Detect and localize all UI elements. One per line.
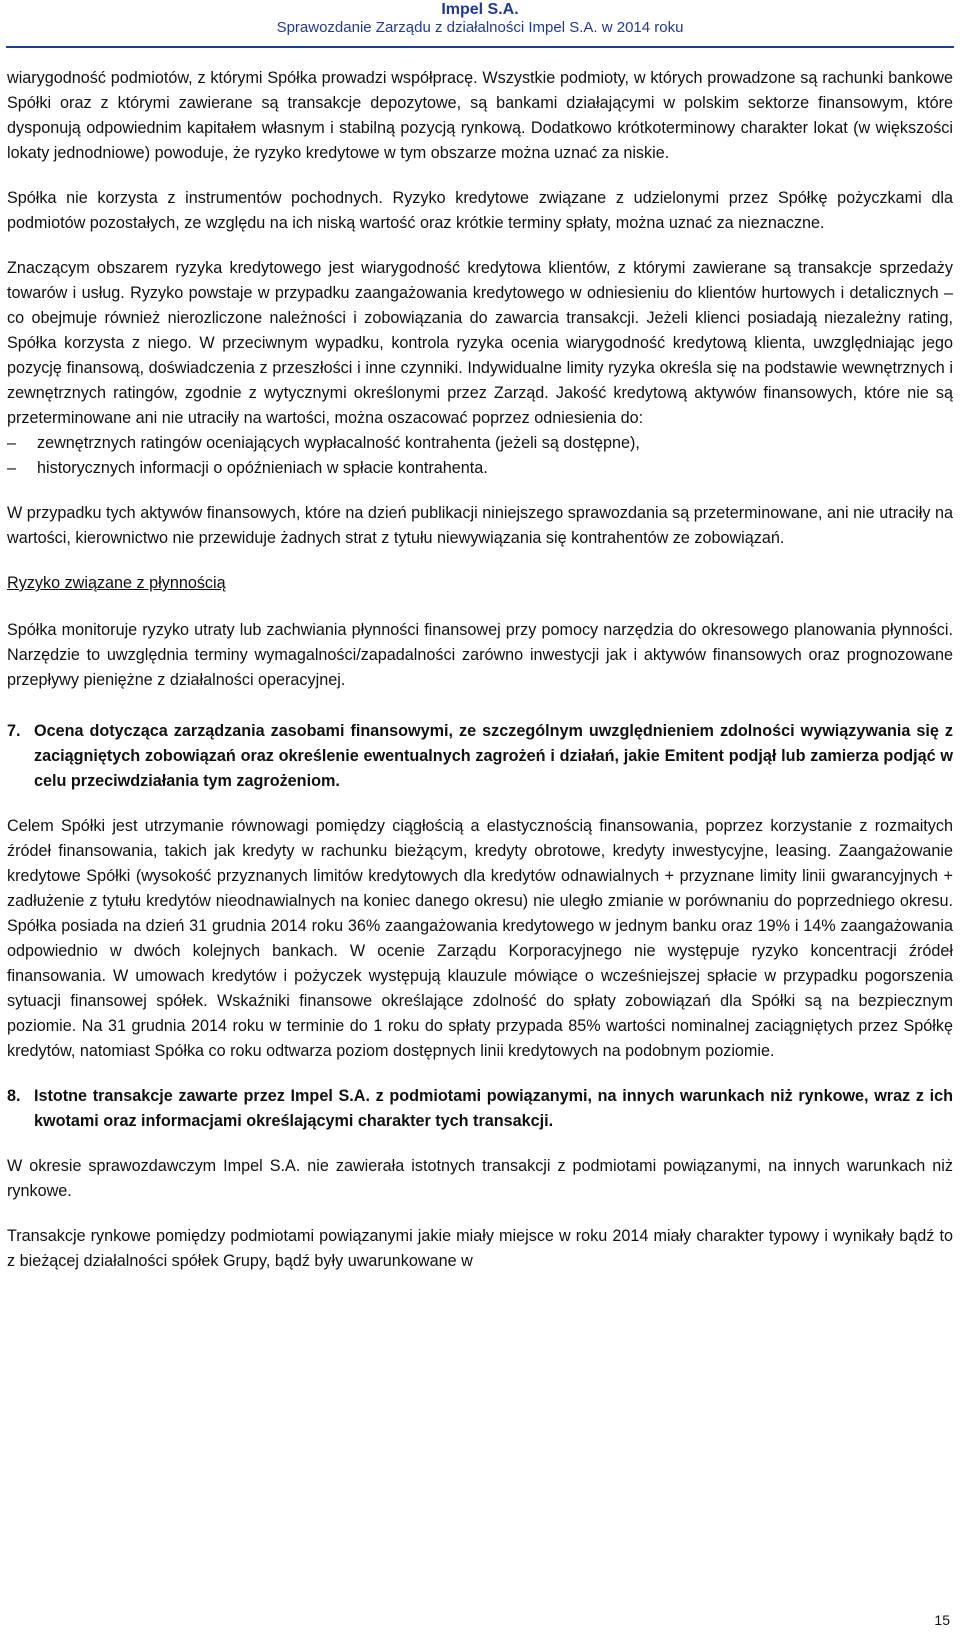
- section-7-heading: [7, 719, 953, 794]
- paragraph-customer-credit-risk: Znaczącym obszarem ryzyka kredytowego jest wiarygodność kredytowa klientów, z którymi zawierane są transakcje sprzedaży towarów i usług. Ryzyko powstaje w przypadku zaangażowania kredytowego w odniesieniu do klientów hurtowych i detalicznych – co obejmuje również nierozliczone należności i zobowiązania do zawarcia transakcji. Jeżeli klienci posiadają niezależny rating, Spółka korzysta z niego. W przeciwnym wypadku, kontrola ryzyka ocenia wiarygodność kredytową klienta, uwzględniając jego pozycję finansową, doświadczenia z przeszłości i inne czynniki. Indywidualne limity ryzyka określa się na podstawie wewnętrznych i zewnętrznych ratingów, zgodnie z wytycznymi określonymi przez Zarząd. Jakość kredytową aktywów finansowych, które nie są przeterminowane ani nie utraciły na wartości, można oszacować poprzez odniesienia do:: [7, 259, 953, 427]
- liquidity-heading: Ryzyko związane z płynnością: [7, 574, 226, 592]
- header-divider: [6, 46, 954, 48]
- paragraph-credit-risk-banks: wiarygodność podmiotów, z którymi Spółka prowadzi współpracę. Wszystkie podmioty, w których prowadzone są rachunki bankowe Spółki oraz z którymi zawierane są transakcje depozytowe, są bankami działającymi w polskim sektorze finansowym, które dysponują odpowiednim kapitałem własnym i stabilną pozycją rynkową. Dodatkowo krótkoterminowy charakter lokat (w większości lokaty jednodniowe) powoduje, że ryzyko kredytowe w tym obszarze można uznać za niskie.: [7, 69, 953, 162]
- page-header: [0, 0, 960, 37]
- list-item: – zewnętrznych ratingów oceniających wypłacalność kontrahenta (jeżeli są dostępne),: [7, 431, 953, 456]
- header-company: Impel S.A.: [441, 1, 519, 18]
- section-title: Istotne transakcje zawarte przez Impel S.A. z podmiotami powiązanymi, na innych warunkach niż rynkowe, wraz z ich kwotami oraz informacjami określającymi charakter tych transakcji.: [34, 1087, 953, 1130]
- section-8-heading: [7, 1084, 953, 1134]
- section-number: 7.: [7, 722, 21, 740]
- paragraph-related-transactions: W okresie sprawozdawczym Impel S.A. nie zawierała istotnych transakcji z podmiotami powiązanymi, na innych warunkach niż rynkowe.: [7, 1157, 953, 1200]
- header-subtitle: Sprawozdanie Zarządu z działalności Impel S.A. w 2014 roku: [276, 19, 684, 36]
- paragraph-overdue-assets: W przypadku tych aktywów finansowych, które na dzień publikacji niniejszego sprawozdania są przeterminowane, ani nie utraciły na wartości, kierownictwo nie przewiduje żadnych strat z tytułu niewywiązania się kontrahentów ze zobowiązań.: [7, 504, 953, 547]
- list-item: – historycznych informacji o opóźnieniach w spłacie kontrahenta.: [7, 456, 953, 481]
- dash-icon: –: [7, 459, 17, 477]
- section-title: Ocena dotycząca zarządzania zasobami finansowymi, ze szczególnym uwzględnieniem zdolności wywiązywania się z zaciągniętych zobowiązań oraz określenie ewentualnych zagrożeń i działań, jakie Emitent podjął lub zamierza podjąć w celu przeciwdziałania tym zagrożeniom.: [34, 722, 953, 790]
- paragraph-financing: Celem Spółki jest utrzymanie równowagi pomiędzy ciągłością a elastycznością finansowania, poprzez korzystanie z rozmaitych źródeł finansowania, takich jak kredyty w rachunku bieżącym, kredyty obrotowe, kredyty inwestycyjne, leasing. Zaangażowanie kredytowe Spółki (wysokość przyznanych limitów kredytowych dla kredytów odnawialnych + przyznane limity linii gwarancyjnych + zadłużenie z tytułu kredytów nieodnawialnych na koniec danego okresu) nie uległo zmianie w porównaniu do poprzedniego okresu. Spółka posiada na dzień 31 grudnia 2014 roku 36% zaangażowania kredytowego w jednym banku oraz 19% i 14% zaangażowania odpowiednio w dwóch kolejnych bankach. W ocenie Zarządu Korporacyjnego nie występuje ryzyko koncentracji źródeł finansowania. W umowach kredytów i pożyczek występują klauzule mówiące o wcześniejszej spłacie w przypadku pogorszenia sytuacji finansowej spółek. Wskaźniki finansowe określające zdolność do spłaty zobowiązań dla Spółki są na bezpiecznym poziomie. Na 31 grudnia 2014 roku w terminie do 1 roku do spłaty przypada 85% wartości nominalnej zaciągniętych przez Spółkę kredytów, natomiast Spółka co roku odtwarza poziom dostępnych linii kredytowych na podobnym poziomie.: [7, 817, 953, 1060]
- paragraph-liquidity: Spółka monitoruje ryzyko utraty lub zachwiania płynności finansowej przy pomocy narzędzia do okresowego planowania płynności. Narzędzie to uwzględnia terminy wymagalności/zapadalności zarówno inwestycji jak i aktywów finansowych oraz prognozowane przepływy pieniężne z działalności operacyjnej.: [7, 621, 953, 689]
- paragraph-market-transactions: Transakcje rynkowe pomiędzy podmiotami powiązanymi jakie miały miejsce w roku 2014 miały charakter typowy i wynikały bądź to z bieżącej działalności spółek Grupy, bądź były uwarunkowane w: [7, 1227, 953, 1270]
- paragraph-derivatives: Spółka nie korzysta z instrumentów pochodnych. Ryzyko kredytowe związane z udzielonymi przez Spółkę pożyczkami dla podmiotów pozostałych, ze względu na ich niską wartość oraz krótkie terminy spłaty, można uznać za nieznaczne.: [7, 189, 953, 232]
- reference-list: [7, 431, 953, 481]
- document-body: [7, 66, 953, 1294]
- dash-icon: –: [7, 434, 17, 452]
- page-number: 15: [934, 1612, 950, 1628]
- section-number: 8.: [7, 1087, 21, 1105]
